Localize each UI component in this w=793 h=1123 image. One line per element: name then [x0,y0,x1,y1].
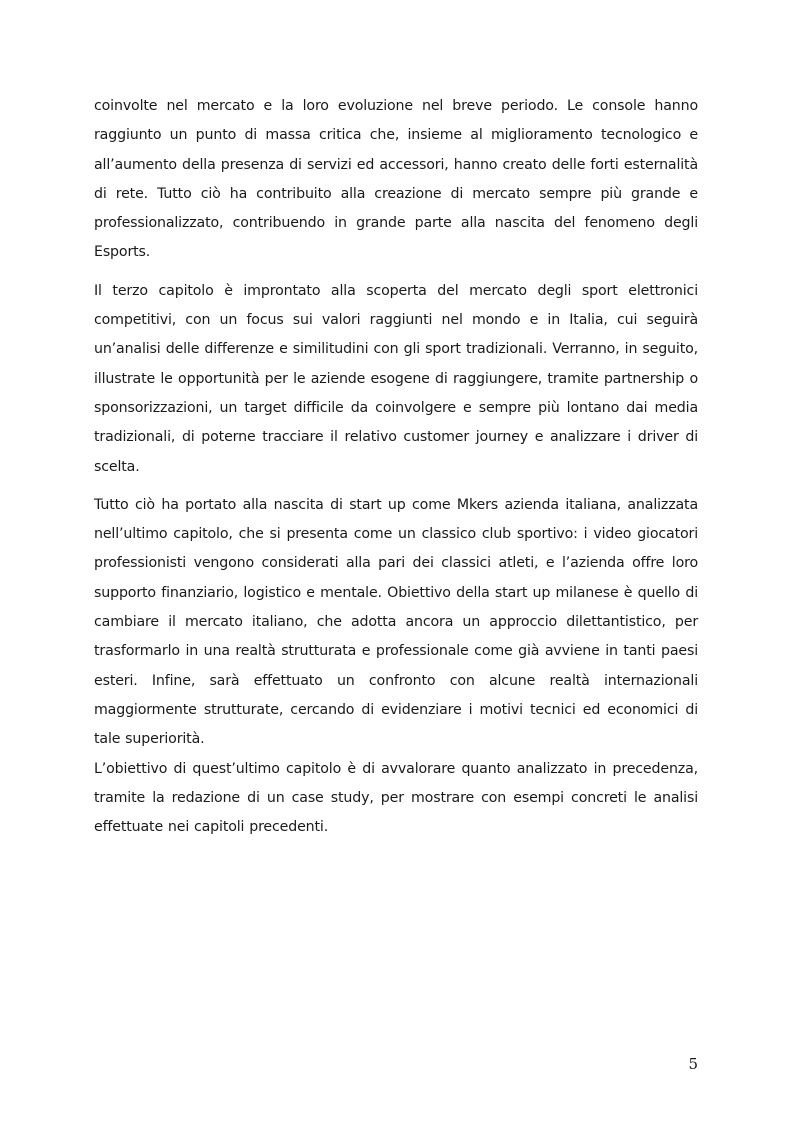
paragraph-4: L’obiettivo di quest’ultimo capitolo è di avvalorare quanto analizzato in precedenza, tramite la redazione di un case study, per mostrare con esempi concreti le analisi effettuate nei capitoli precedenti. [94,760,698,836]
paragraph-1: coinvolte nel mercato e la loro evoluzione nel breve periodo. Le console hanno raggiunto un punto di massa critica che, insieme al miglioramento tecnologico e all’aumento della presenza di servizi ed accessori, hanno creato delle forti esternalità di rete. Tutto ciò ha contribuito alla creazione di mercato sempre più grande e professionalizzato, contribuendo in grande parte alla nascita del fenomeno degli Esports. [94,98,698,261]
page-number: 5 [688,1055,698,1073]
paragraph-3: Tutto ciò ha portato alla nascita di start up come Mkers azienda italiana, analizzata nell’ultimo capitolo, che si presenta come un classico club sportivo: i video giocatori professionisti vengono considerati alla pari dei classici atleti, e l’azienda offre loro supporto finanziario, logistico e mentale. Obiettivo della start up milanese è quello di cambiare il mercato italiano, che adotta ancora un approccio dilettantistico, per trasformarlo in una realtà strutturata e professionale come già avviene in tanti paesi esteri. Infine, sarà effettuato un confronto con alcune realtà internazionali maggiormente strutturate, cercando di evidenziare i motivi tecnici ed economici di tale superiorità. [94,496,698,748]
paragraph-2: Il terzo capitolo è improntato alla scoperta del mercato degli sport elettronici competitivi, con un focus sui valori raggiunti nel mondo e in Italia, cui seguirà un’analisi delle differenze e similitudini con gli sport tradizionali. Verranno, in seguito, illustrate le opportunità per le aziende esogene di raggiungere, tramite partnership o sponsorizzazioni, un target difficile da coinvolgere e sempre più lontano dai media tradizionali, di poterne tracciare il relativo customer journey e analizzare i driver di scelta. [94,282,698,475]
body-text [94,92,698,842]
